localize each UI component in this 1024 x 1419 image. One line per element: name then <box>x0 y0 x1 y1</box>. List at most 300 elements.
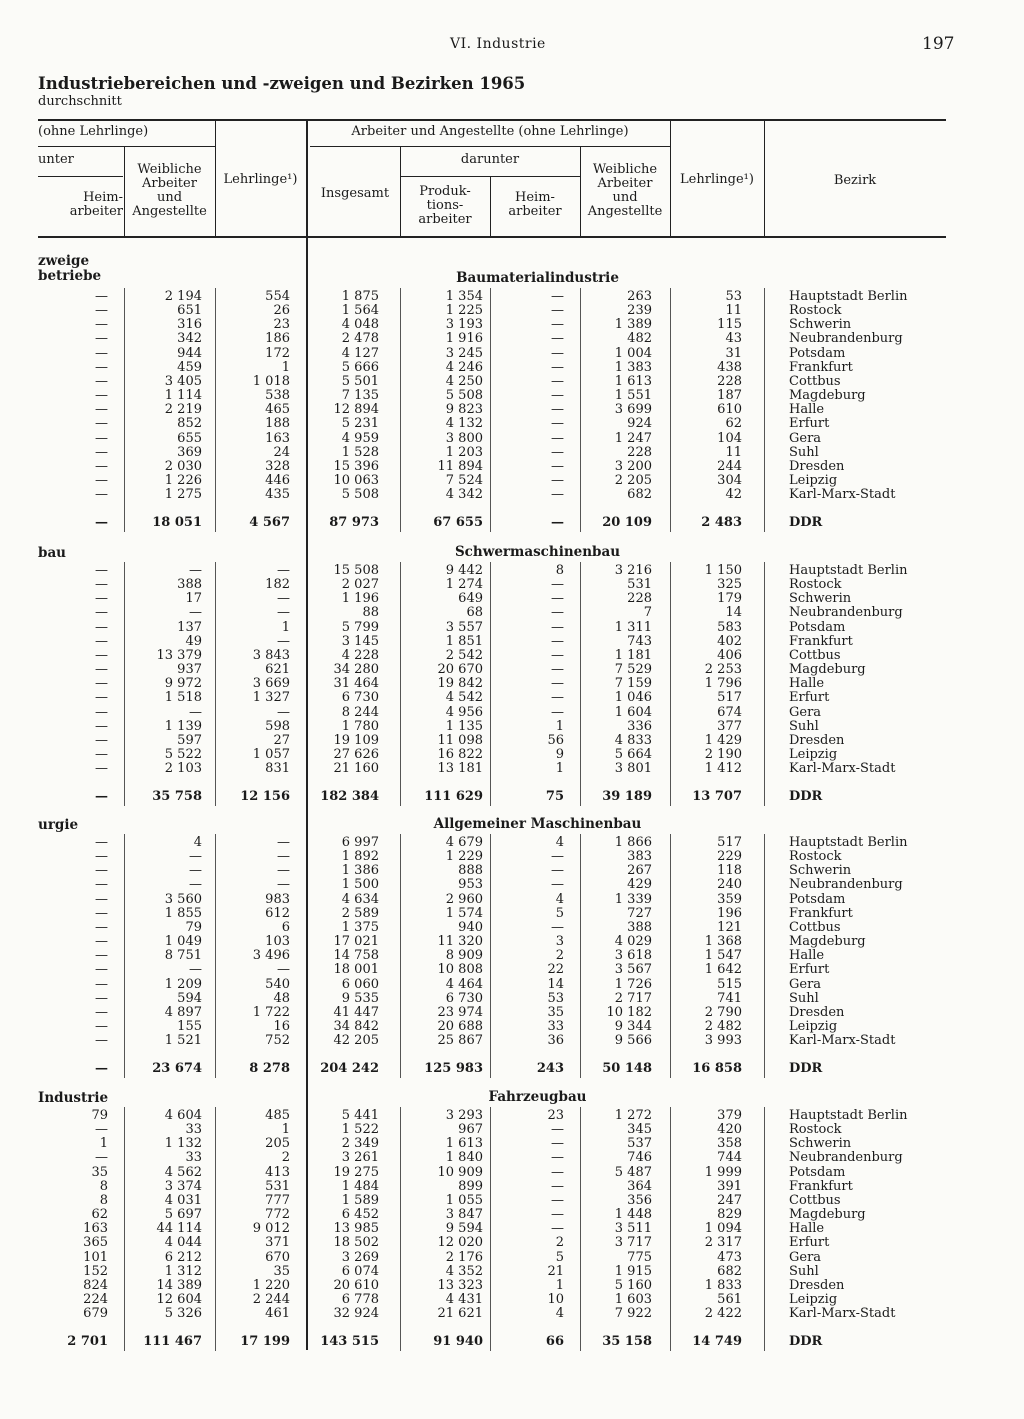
cell-weibliche-right: 1 915 <box>614 1264 652 1279</box>
cell-lehrlinge-left: 531 <box>265 1179 290 1194</box>
cell-heimarbeiter-left: — <box>95 1061 108 1076</box>
cell-heimarbeiter-left: — <box>95 648 108 663</box>
cell-heimarbeiter-left: — <box>95 849 108 864</box>
cell-insgesamt: 143 515 <box>320 1334 379 1349</box>
cell-weibliche-right: 1 866 <box>614 835 652 850</box>
cell-weibliche-left: 3 405 <box>164 374 202 389</box>
cell-weibliche-right: 5 487 <box>614 1165 652 1180</box>
body-vrule <box>124 562 125 806</box>
cell-lehrlinge-left: 1 327 <box>252 690 290 705</box>
table-row <box>0 864 1024 878</box>
section-left-label: urgie <box>38 817 79 833</box>
cell-weibliche-left: — <box>189 863 202 878</box>
cell-weibliche-left: 4 604 <box>164 1108 202 1123</box>
cell-lehrlinge-left: 17 199 <box>240 1334 290 1349</box>
table-row <box>0 403 1024 417</box>
cell-heimarbeiter-right: — <box>551 346 564 361</box>
cell-weibliche-left: 6 212 <box>164 1250 202 1265</box>
cell-lehrlinge-right: 43 <box>725 331 742 346</box>
cell-lehrlinge-right: 438 <box>717 360 742 375</box>
cell-heimarbeiter-right: — <box>551 863 564 878</box>
cell-weibliche-right: 1 726 <box>614 977 652 992</box>
running-head: VI. Industrie <box>450 36 546 52</box>
cell-bezirk: Karl-Marx-Stadt <box>789 761 896 776</box>
cell-weibliche-right: 1 311 <box>614 620 652 635</box>
cell-heimarbeiter-left: 679 <box>83 1306 108 1321</box>
cell-weibliche-right: 4 833 <box>614 733 652 748</box>
cell-produktionsarbeiter: 4 352 <box>445 1264 483 1279</box>
cell-lehrlinge-right: 2 317 <box>704 1235 742 1250</box>
cell-weibliche-left: 13 379 <box>156 648 202 663</box>
cell-heimarbeiter-left: — <box>95 303 108 318</box>
cell-bezirk: DDR <box>789 515 823 530</box>
cell-produktionsarbeiter: 20 688 <box>437 1019 483 1034</box>
header-unter: unter <box>38 152 74 167</box>
cell-heimarbeiter-right: 9 <box>555 747 564 762</box>
cell-heimarbeiter-left: 62 <box>91 1207 108 1222</box>
section-title: Fahrzeugbau <box>488 1089 587 1105</box>
cell-produktionsarbeiter: 3 293 <box>445 1108 483 1123</box>
cell-lehrlinge-left: 3 843 <box>252 648 290 663</box>
body-vrule <box>400 1107 401 1351</box>
cell-lehrlinge-left: 1 <box>281 620 290 635</box>
cell-lehrlinge-right: 115 <box>717 317 742 332</box>
cell-lehrlinge-right: 304 <box>717 473 742 488</box>
cell-weibliche-left: 1 855 <box>164 906 202 921</box>
cell-insgesamt: 4 127 <box>341 346 379 361</box>
cell-heimarbeiter-left: — <box>95 360 108 375</box>
cell-heimarbeiter-right: 2 <box>555 948 564 963</box>
cell-heimarbeiter-right: — <box>551 1221 564 1236</box>
cell-produktionsarbeiter: 3 193 <box>445 317 483 332</box>
cell-heimarbeiter-right: — <box>551 388 564 403</box>
cell-produktionsarbeiter: 1 135 <box>445 719 483 734</box>
cell-insgesamt: 13 985 <box>333 1221 379 1236</box>
cell-bezirk: Halle <box>789 402 825 417</box>
cell-weibliche-left: 137 <box>177 620 202 635</box>
cell-weibliche-left: — <box>189 877 202 892</box>
cell-produktionsarbeiter: 1 225 <box>445 303 483 318</box>
cell-heimarbeiter-left: — <box>95 473 108 488</box>
cell-lehrlinge-left: 435 <box>265 487 290 502</box>
cell-lehrlinge-right: 406 <box>717 648 742 663</box>
cell-produktionsarbeiter: 23 974 <box>437 1005 483 1020</box>
cell-insgesamt: 1 780 <box>341 719 379 734</box>
table-row <box>0 592 1024 606</box>
cell-bezirk: Halle <box>789 1221 825 1236</box>
cell-produktionsarbeiter: 1 055 <box>445 1193 483 1208</box>
cell-insgesamt: 5 799 <box>341 620 379 635</box>
header-lehrlinge-right: Lehrlinge¹) <box>680 172 754 187</box>
cell-bezirk: Magdeburg <box>789 934 866 949</box>
header-heimarbeiter-left: Heim- arbeiter <box>69 190 123 219</box>
cell-weibliche-left: — <box>189 849 202 864</box>
cell-lehrlinge-right: 1 150 <box>704 563 742 578</box>
cell-bezirk: Rostock <box>789 577 842 592</box>
cell-produktionsarbeiter: 9 594 <box>445 1221 483 1236</box>
cell-weibliche-left: 4 562 <box>164 1165 202 1180</box>
cell-weibliche-left: 944 <box>177 346 202 361</box>
cell-heimarbeiter-right: — <box>551 1207 564 1222</box>
cell-weibliche-right: 746 <box>627 1150 652 1165</box>
cell-heimarbeiter-left: — <box>95 487 108 502</box>
cell-heimarbeiter-right: 5 <box>555 1250 564 1265</box>
cell-lehrlinge-right: 228 <box>717 374 742 389</box>
cell-heimarbeiter-right: 22 <box>547 962 564 977</box>
cell-heimarbeiter-left: — <box>95 331 108 346</box>
cell-lehrlinge-left: 1 722 <box>252 1005 290 1020</box>
cell-insgesamt: 204 242 <box>320 1061 379 1076</box>
cell-lehrlinge-left: 27 <box>273 733 290 748</box>
cell-produktionsarbeiter: 7 524 <box>445 473 483 488</box>
total-row <box>0 516 1024 530</box>
cell-bezirk: Rostock <box>789 303 842 318</box>
cell-heimarbeiter-left: 8 <box>99 1193 108 1208</box>
body-vrule <box>670 562 671 806</box>
body-vrule <box>580 288 581 532</box>
header-weibliche-left: Weibliche Arbeiter und Angestellte <box>132 162 207 219</box>
cell-lehrlinge-left: 540 <box>265 977 290 992</box>
cell-produktionsarbeiter: 1 840 <box>445 1150 483 1165</box>
cell-bezirk: Gera <box>789 705 822 720</box>
cell-weibliche-left: 44 114 <box>156 1221 202 1236</box>
cell-lehrlinge-left: — <box>277 835 290 850</box>
cell-insgesamt: 4 048 <box>341 317 379 332</box>
cell-bezirk: Frankfurt <box>789 360 853 375</box>
cell-lehrlinge-right: 420 <box>717 1122 742 1137</box>
table-row <box>0 1109 1024 1123</box>
cell-produktionsarbeiter: 3 245 <box>445 346 483 361</box>
cell-weibliche-left: 1 049 <box>164 934 202 949</box>
cell-bezirk: Hauptstadt Berlin <box>789 289 908 304</box>
cell-produktionsarbeiter: 1 613 <box>445 1136 483 1151</box>
cell-lehrlinge-right: 11 <box>725 303 742 318</box>
table-row <box>0 992 1024 1006</box>
table-row <box>0 762 1024 776</box>
cell-weibliche-right: 336 <box>627 719 652 734</box>
cell-bezirk: Schwerin <box>789 317 852 332</box>
cell-lehrlinge-left: 16 <box>273 1019 290 1034</box>
cell-lehrlinge-left: 621 <box>265 662 290 677</box>
cell-weibliche-left: 597 <box>177 733 202 748</box>
cell-weibliche-right: 1 004 <box>614 346 652 361</box>
cell-bezirk: Cottbus <box>789 1193 841 1208</box>
cell-heimarbeiter-left: — <box>95 289 108 304</box>
cell-weibliche-right: 3 699 <box>614 402 652 417</box>
cell-lehrlinge-left: 3 669 <box>252 676 290 691</box>
cell-lehrlinge-right: 744 <box>717 1150 742 1165</box>
cell-heimarbeiter-left: 224 <box>83 1292 108 1307</box>
cell-lehrlinge-left: 188 <box>265 416 290 431</box>
body-vrule <box>580 834 581 1078</box>
cell-insgesamt: 3 145 <box>341 634 379 649</box>
cell-weibliche-right: 7 <box>643 605 652 620</box>
table-row <box>0 850 1024 864</box>
cell-heimarbeiter-right: 10 <box>547 1292 564 1307</box>
table-row <box>0 893 1024 907</box>
cell-bezirk: Rostock <box>789 849 842 864</box>
cell-bezirk: Neubrandenburg <box>789 1150 903 1165</box>
cell-insgesamt: 1 375 <box>341 920 379 935</box>
cell-lehrlinge-right: 515 <box>717 977 742 992</box>
cell-produktionsarbeiter: 967 <box>458 1122 483 1137</box>
cell-heimarbeiter-right: — <box>551 1122 564 1137</box>
cell-lehrlinge-left: 983 <box>265 892 290 907</box>
cell-bezirk: Erfurt <box>789 690 830 705</box>
cell-bezirk: Magdeburg <box>789 1207 866 1222</box>
section-title: Schwermaschinenbau <box>454 544 621 560</box>
cell-weibliche-left: 369 <box>177 445 202 460</box>
cell-heimarbeiter-right: — <box>551 1179 564 1194</box>
cell-produktionsarbeiter: 2 176 <box>445 1250 483 1265</box>
cell-heimarbeiter-right: 1 <box>555 1278 564 1293</box>
cell-heimarbeiter-right: — <box>551 849 564 864</box>
cell-lehrlinge-right: 1 833 <box>704 1278 742 1293</box>
cell-lehrlinge-right: 2 253 <box>704 662 742 677</box>
cell-lehrlinge-right: 240 <box>717 877 742 892</box>
cell-heimarbeiter-right: — <box>551 331 564 346</box>
header-group-left: (ohne Lehrlinge) <box>38 124 149 139</box>
cell-produktionsarbeiter: 25 867 <box>437 1033 483 1048</box>
cell-weibliche-left: 316 <box>177 317 202 332</box>
cell-bezirk: DDR <box>789 1334 823 1349</box>
cell-heimarbeiter-left: — <box>95 1150 108 1165</box>
cell-heimarbeiter-left: — <box>95 676 108 691</box>
cell-produktionsarbeiter: 2 542 <box>445 648 483 663</box>
cell-lehrlinge-left: 413 <box>265 1165 290 1180</box>
table-row <box>0 691 1024 705</box>
cell-bezirk: Erfurt <box>789 1235 830 1250</box>
cell-produktionsarbeiter: 888 <box>458 863 483 878</box>
cell-heimarbeiter-left: 163 <box>83 1221 108 1236</box>
cell-produktionsarbeiter: 111 629 <box>424 789 483 804</box>
cell-lehrlinge-right: 1 642 <box>704 962 742 977</box>
cell-weibliche-left: 4 031 <box>164 1193 202 1208</box>
cell-lehrlinge-left: 2 <box>281 1150 290 1165</box>
cell-heimarbeiter-left: — <box>95 705 108 720</box>
cell-bezirk: Karl-Marx-Stadt <box>789 487 896 502</box>
cell-heimarbeiter-left: — <box>95 563 108 578</box>
table-subtitle: durchschnitt <box>38 94 122 109</box>
cell-lehrlinge-right: 14 749 <box>692 1334 742 1349</box>
cell-produktionsarbeiter: 125 983 <box>424 1061 483 1076</box>
cell-weibliche-right: 5 664 <box>614 747 652 762</box>
body-vrule <box>124 1107 125 1351</box>
cell-insgesamt: 2 349 <box>341 1136 379 1151</box>
cell-bezirk: Schwerin <box>789 591 852 606</box>
table-row <box>0 720 1024 734</box>
cell-lehrlinge-left: — <box>277 591 290 606</box>
cell-lehrlinge-left: — <box>277 563 290 578</box>
cell-insgesamt: 27 626 <box>333 747 379 762</box>
cell-weibliche-right: 7 922 <box>614 1306 652 1321</box>
cell-weibliche-left: 18 051 <box>152 515 202 530</box>
cell-lehrlinge-right: 196 <box>717 906 742 921</box>
cell-heimarbeiter-left: — <box>95 733 108 748</box>
cell-produktionsarbeiter: 11 098 <box>437 733 483 748</box>
cell-lehrlinge-left: — <box>277 863 290 878</box>
table-row <box>0 1020 1024 1034</box>
table-row <box>0 734 1024 748</box>
table-row <box>0 304 1024 318</box>
cell-heimarbeiter-left: — <box>95 962 108 977</box>
cell-weibliche-right: 3 511 <box>614 1221 652 1236</box>
cell-insgesamt: 1 522 <box>341 1122 379 1137</box>
table-row <box>0 1151 1024 1165</box>
cell-insgesamt: 19 275 <box>333 1165 379 1180</box>
cell-weibliche-right: 20 109 <box>602 515 652 530</box>
total-row <box>0 790 1024 804</box>
cell-lehrlinge-left: 446 <box>265 473 290 488</box>
cell-heimarbeiter-right: — <box>551 459 564 474</box>
cell-heimarbeiter-left: 824 <box>83 1278 108 1293</box>
cell-weibliche-left: 1 114 <box>164 388 202 403</box>
cell-heimarbeiter-right: — <box>551 374 564 389</box>
cell-weibliche-right: 4 029 <box>614 934 652 949</box>
cell-weibliche-right: 482 <box>627 331 652 346</box>
cell-produktionsarbeiter: 4 431 <box>445 1292 483 1307</box>
cell-bezirk: Karl-Marx-Stadt <box>789 1033 896 1048</box>
cell-insgesamt: 6 778 <box>341 1292 379 1307</box>
cell-heimarbeiter-left: — <box>95 789 108 804</box>
cell-insgesamt: 17 021 <box>333 934 379 949</box>
cell-heimarbeiter-left: — <box>95 991 108 1006</box>
cell-bezirk: Frankfurt <box>789 906 853 921</box>
cell-lehrlinge-right: 31 <box>725 346 742 361</box>
table-row <box>0 1180 1024 1194</box>
cell-heimarbeiter-right: 53 <box>547 991 564 1006</box>
body-vrule <box>764 562 765 806</box>
cell-bezirk: Dresden <box>789 733 845 748</box>
cell-produktionsarbeiter: 1 851 <box>445 634 483 649</box>
cell-lehrlinge-left: 205 <box>265 1136 290 1151</box>
cell-produktionsarbeiter: 4 342 <box>445 487 483 502</box>
body-vrule <box>124 834 125 1078</box>
total-row <box>0 1335 1024 1349</box>
body-vrule <box>215 834 216 1078</box>
table-row <box>0 621 1024 635</box>
table-row <box>0 578 1024 592</box>
body-vrule <box>490 562 491 806</box>
table-row <box>0 836 1024 850</box>
cell-heimarbeiter-right: — <box>551 705 564 720</box>
cell-insgesamt: 1 386 <box>341 863 379 878</box>
cell-insgesamt: 6 452 <box>341 1207 379 1222</box>
cell-heimarbeiter-left: — <box>95 719 108 734</box>
cell-heimarbeiter-right: — <box>551 416 564 431</box>
cell-heimarbeiter-right: — <box>551 431 564 446</box>
cell-produktionsarbeiter: 649 <box>458 591 483 606</box>
cell-weibliche-right: 10 182 <box>606 1005 652 1020</box>
cell-heimarbeiter-right: — <box>551 620 564 635</box>
cell-weibliche-left: 2 103 <box>164 761 202 776</box>
cell-weibliche-left: 5 326 <box>164 1306 202 1321</box>
cell-insgesamt: 6 060 <box>341 977 379 992</box>
cell-weibliche-left: 2 030 <box>164 459 202 474</box>
cell-bezirk: Halle <box>789 948 825 963</box>
cell-weibliche-left: 2 194 <box>164 289 202 304</box>
cell-bezirk: Schwerin <box>789 863 852 878</box>
cell-produktionsarbeiter: 3 847 <box>445 1207 483 1222</box>
cell-lehrlinge-right: 14 <box>725 605 742 620</box>
cell-heimarbeiter-left: — <box>95 431 108 446</box>
cell-lehrlinge-right: 16 858 <box>692 1061 742 1076</box>
cell-insgesamt: 1 892 <box>341 849 379 864</box>
cell-heimarbeiter-right: 243 <box>536 1061 564 1076</box>
cell-heimarbeiter-right: 56 <box>547 733 564 748</box>
cell-produktionsarbeiter: 91 940 <box>433 1334 483 1349</box>
cell-heimarbeiter-right: 75 <box>545 789 564 804</box>
cell-lehrlinge-left: — <box>277 877 290 892</box>
cell-weibliche-left: 12 604 <box>156 1292 202 1307</box>
cell-weibliche-left: 33 <box>185 1122 202 1137</box>
cell-produktionsarbeiter: 2 960 <box>445 892 483 907</box>
cell-weibliche-right: 727 <box>627 906 652 921</box>
cell-weibliche-left: 4 044 <box>164 1235 202 1250</box>
cell-produktionsarbeiter: 940 <box>458 920 483 935</box>
cell-lehrlinge-right: 1 547 <box>704 948 742 963</box>
body-vrule <box>400 562 401 806</box>
cell-bezirk: Frankfurt <box>789 634 853 649</box>
cell-bezirk: Leipzig <box>789 473 838 488</box>
cell-lehrlinge-right: 1 796 <box>704 676 742 691</box>
cell-lehrlinge-right: 1 412 <box>704 761 742 776</box>
cell-lehrlinge-left: 1 <box>281 1122 290 1137</box>
cell-produktionsarbeiter: 4 542 <box>445 690 483 705</box>
cell-heimarbeiter-right: 14 <box>547 977 564 992</box>
table-row <box>0 1194 1024 1208</box>
cell-lehrlinge-right: 377 <box>717 719 742 734</box>
cell-heimarbeiter-left: — <box>95 761 108 776</box>
cell-heimarbeiter-right: 5 <box>555 906 564 921</box>
cell-weibliche-left: 5 697 <box>164 1207 202 1222</box>
cell-insgesamt: 21 160 <box>333 761 379 776</box>
cell-weibliche-right: 9 344 <box>614 1019 652 1034</box>
cell-lehrlinge-left: 3 496 <box>252 948 290 963</box>
cell-lehrlinge-left: 35 <box>273 1264 290 1279</box>
header-bottom-rule <box>38 236 946 238</box>
header-unter-rule <box>38 176 123 177</box>
cell-weibliche-left: 3 374 <box>164 1179 202 1194</box>
cell-produktionsarbeiter: 11 320 <box>437 934 483 949</box>
cell-insgesamt: 5 508 <box>341 487 379 502</box>
section-left-label: Industrie <box>38 1090 109 1106</box>
cell-heimarbeiter-right: — <box>551 676 564 691</box>
table-row <box>0 1034 1024 1048</box>
cell-heimarbeiter-left: 101 <box>83 1250 108 1265</box>
cell-heimarbeiter-right: 1 <box>555 719 564 734</box>
cell-produktionsarbeiter: 1 229 <box>445 849 483 864</box>
cell-heimarbeiter-right: — <box>551 634 564 649</box>
cell-lehrlinge-right: 391 <box>717 1179 742 1194</box>
cell-lehrlinge-right: 2 190 <box>704 747 742 762</box>
cell-weibliche-left: 1 275 <box>164 487 202 502</box>
body-vrule <box>764 1107 765 1351</box>
header-sub-rule-left <box>38 146 215 147</box>
cell-lehrlinge-left: 831 <box>265 761 290 776</box>
cell-heimarbeiter-left: 365 <box>83 1235 108 1250</box>
cell-weibliche-left: 79 <box>185 920 202 935</box>
cell-heimarbeiter-left: — <box>95 605 108 620</box>
cell-weibliche-left: 14 389 <box>156 1278 202 1293</box>
cell-weibliche-right: 1 551 <box>614 388 652 403</box>
cell-insgesamt: 34 842 <box>333 1019 379 1034</box>
cell-lehrlinge-right: 741 <box>717 991 742 1006</box>
cell-weibliche-right: 1 046 <box>614 690 652 705</box>
cell-lehrlinge-left: 163 <box>265 431 290 446</box>
cell-heimarbeiter-right: 33 <box>547 1019 564 1034</box>
cell-heimarbeiter-right: — <box>551 487 564 502</box>
